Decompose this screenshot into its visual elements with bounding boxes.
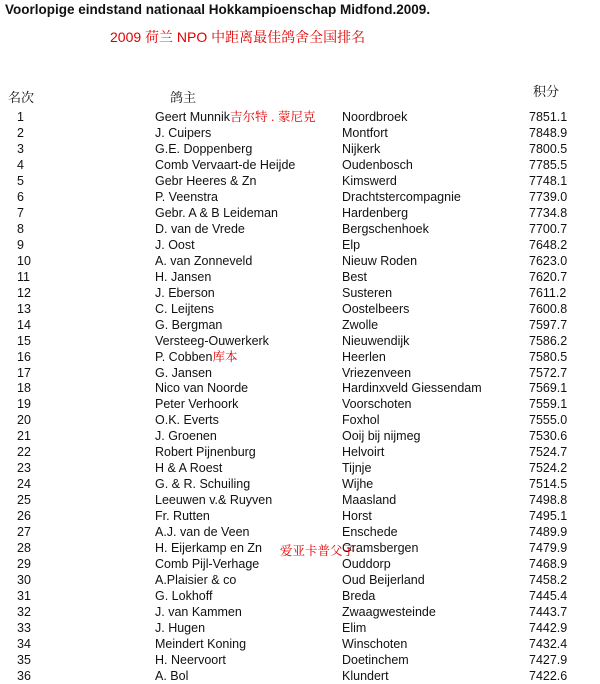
table-row	[0, 317, 600, 333]
rank-cell: 35	[17, 652, 31, 667]
table-row	[0, 524, 600, 540]
points-cell: 7734.8	[529, 205, 568, 220]
owner-name: A. Bol	[155, 668, 189, 683]
rank-cell: 20	[17, 413, 31, 428]
owner-name: H & A Roest	[155, 461, 223, 476]
owner-name: G. Lokhoff	[155, 589, 213, 604]
points-cell: 7611.2	[529, 285, 567, 300]
town-cell: Gramsbergen	[342, 541, 419, 556]
rank-cell: 21	[17, 429, 31, 444]
table-row	[0, 668, 600, 684]
rank-cell: 22	[17, 445, 31, 460]
owner-cell	[155, 428, 217, 444]
rank-cell: 15	[17, 333, 31, 348]
owner-cell	[155, 317, 222, 333]
table-row	[0, 125, 600, 141]
owner-name: Peter Verhoork	[155, 397, 239, 412]
rank-cell: 30	[17, 573, 31, 588]
points-cell: 7648.2	[529, 237, 568, 252]
table-row	[0, 572, 600, 588]
points-cell: 7569.1	[529, 381, 568, 396]
table-row	[0, 349, 600, 365]
owner-name: Robert Pijnenburg	[155, 445, 256, 460]
rank-cell: 16	[17, 349, 31, 364]
points-cell: 7555.0	[529, 413, 568, 428]
rank-cell: 13	[17, 301, 31, 316]
table-row	[0, 380, 600, 396]
owner-cell	[155, 269, 211, 285]
rank-cell: 25	[17, 493, 31, 508]
owner-name: J. Groenen	[155, 429, 217, 444]
owner-name: Comb Vervaart-de Heijde	[155, 157, 296, 172]
points-cell: 7848.9	[529, 125, 568, 140]
owner-cell	[155, 237, 195, 253]
owner-name: J. van Kammen	[155, 605, 242, 620]
owner-cell	[155, 380, 248, 396]
owner-cell	[155, 572, 236, 588]
points-cell: 7495.1	[529, 509, 568, 524]
table-row	[0, 636, 600, 652]
town-cell: Horst	[342, 509, 372, 524]
rank-cell: 3	[17, 141, 24, 156]
town-cell: Helvoirt	[342, 445, 385, 460]
rank-cell: 31	[17, 589, 31, 604]
table-row	[0, 221, 600, 237]
header-owner: 鸽主	[170, 90, 197, 105]
points-cell: 7489.9	[529, 525, 568, 540]
town-cell: Hardenberg	[342, 205, 409, 220]
table-row	[0, 620, 600, 636]
chinese-subtitle: 2009 荷兰 NPO 中距离最佳鸽舍全国排名	[110, 29, 366, 45]
points-cell: 7739.0	[529, 189, 568, 204]
town-cell: Kimswerd	[342, 173, 397, 188]
rank-cell: 26	[17, 509, 31, 524]
table-row	[0, 109, 600, 125]
table-row	[0, 237, 600, 253]
rank-cell: 5	[17, 173, 24, 188]
owner-cell	[155, 524, 250, 540]
rank-cell: 9	[17, 237, 24, 252]
points-cell: 7851.1	[529, 110, 568, 124]
owner-name: G. Bergman	[155, 317, 223, 332]
town-cell: Voorschoten	[342, 397, 412, 412]
town-cell: Montfort	[342, 125, 388, 140]
table-row	[0, 269, 600, 285]
table-row	[0, 396, 600, 412]
owner-name: J. Cuipers	[155, 125, 212, 140]
town-cell: Ooij bij nijmeg	[342, 429, 421, 444]
town-cell: Maasland	[342, 493, 397, 508]
owner-cell	[155, 285, 215, 301]
owner-name: H. Neervoort	[155, 652, 226, 667]
rank-cell: 12	[17, 285, 31, 300]
table-row	[0, 412, 600, 428]
rank-cell: 2	[17, 125, 24, 140]
rank-cell: 24	[17, 477, 31, 492]
owner-name: H. Eijerkamp en Zn	[155, 541, 262, 556]
rank-cell: 8	[17, 221, 24, 236]
owner-cell	[155, 173, 256, 189]
owner-cell	[155, 189, 218, 205]
owner-name: Meindert Koning	[155, 636, 247, 651]
rank-cell: 7	[17, 205, 24, 220]
points-cell: 7600.8	[529, 301, 568, 316]
rank-cell: 1	[17, 110, 24, 124]
rank-cell: 4	[17, 157, 24, 172]
rank-cell: 10	[17, 253, 31, 268]
owner-cell	[155, 205, 278, 221]
table-row	[0, 460, 600, 476]
owner-cell	[155, 556, 259, 572]
owner-name: Geert Munnik	[155, 110, 231, 124]
rank-cell: 27	[17, 525, 31, 540]
owner-cell	[155, 492, 272, 508]
town-cell: Oudenbosch	[342, 157, 413, 172]
town-cell: Breda	[342, 589, 376, 604]
rank-cell: 36	[17, 668, 31, 683]
town-cell: Nijkerk	[342, 141, 381, 156]
owner-chinese-note: 吉尔特 . 蒙尼克	[230, 110, 316, 124]
owner-cell	[155, 460, 222, 476]
owner-name: Versteeg-Ouwerkerk	[155, 333, 269, 348]
owner-cell	[155, 253, 252, 269]
owner-name: G. & R. Schuiling	[155, 477, 251, 492]
town-cell: Klundert	[342, 668, 389, 683]
town-cell: Ouddorp	[342, 557, 391, 572]
town-cell: Oostelbeers	[342, 301, 410, 316]
owner-name: G.E. Doppenberg	[155, 141, 253, 156]
town-cell: Wijhe	[342, 477, 374, 492]
annotation-note: 爱亚卡普父子	[280, 544, 356, 558]
owner-chinese-note: 库本	[212, 349, 238, 364]
owner-cell	[155, 588, 212, 604]
owner-cell	[155, 620, 205, 636]
header-rank: 名次	[8, 90, 35, 105]
town-cell: Winschoten	[342, 636, 408, 651]
town-cell: Zwolle	[342, 317, 379, 332]
rank-cell: 32	[17, 605, 31, 620]
points-cell: 7785.5	[529, 157, 568, 172]
table-row	[0, 301, 600, 317]
owner-name: J. Oost	[155, 237, 195, 252]
table-row	[0, 365, 600, 381]
owner-name: G. Jansen	[155, 365, 212, 380]
owner-name: Gebr. A & B Leideman	[155, 205, 278, 220]
rank-cell: 28	[17, 541, 31, 556]
owner-cell	[155, 125, 211, 141]
owner-cell	[155, 333, 269, 349]
town-cell: Susteren	[342, 285, 393, 300]
owner-name: D. van de Vrede	[155, 221, 245, 236]
table-row	[0, 588, 600, 604]
town-cell: Doetinchem	[342, 652, 409, 667]
town-cell: Elim	[342, 621, 367, 635]
owner-cell	[155, 349, 237, 365]
owner-cell	[155, 109, 315, 125]
owner-name: Fr. Rutten	[155, 509, 210, 524]
points-cell: 7445.4	[529, 589, 568, 604]
rank-cell: 19	[17, 397, 31, 412]
owner-cell	[155, 540, 262, 556]
town-cell: Nieuw Roden	[342, 253, 418, 268]
page-title: Voorlopige eindstand nationaal Hokkampioenschap Midfond.2009.	[5, 2, 431, 17]
points-cell: 7586.2	[529, 333, 568, 348]
table-row	[0, 652, 600, 668]
town-cell: Hardinxveld Giessendam	[342, 381, 482, 396]
points-cell: 7432.4	[529, 636, 568, 651]
owner-cell	[155, 476, 250, 492]
owner-name: C. Leijtens	[155, 301, 215, 316]
town-cell: Noordbroek	[342, 110, 408, 124]
table-row	[0, 492, 600, 508]
rank-cell: 18	[17, 381, 31, 396]
owner-cell	[155, 508, 210, 524]
points-cell: 7468.9	[529, 557, 568, 572]
table-row	[0, 476, 600, 492]
owner-name: A.J. van de Veen	[155, 525, 250, 540]
table-row	[0, 205, 600, 221]
points-cell: 7427.9	[529, 652, 568, 667]
owner-name: J. Hugen	[155, 621, 206, 635]
rank-cell: 23	[17, 461, 31, 476]
owner-name: Gebr Heeres & Zn	[155, 173, 257, 188]
owner-cell	[155, 141, 252, 157]
points-cell: 7700.7	[529, 221, 568, 236]
town-cell: Heerlen	[342, 349, 386, 364]
owner-cell	[155, 604, 242, 620]
owner-name: O.K. Everts	[155, 413, 219, 428]
points-cell: 7442.9	[529, 621, 568, 635]
table-row	[0, 253, 600, 269]
points-cell: 7498.8	[529, 493, 568, 508]
town-cell: Enschede	[342, 525, 398, 540]
owner-cell	[155, 157, 295, 173]
town-cell: Nieuwendijk	[342, 333, 410, 348]
town-cell: Foxhol	[342, 413, 380, 428]
table-row	[0, 604, 600, 620]
owner-cell	[155, 221, 245, 237]
points-cell: 7597.7	[529, 317, 568, 332]
points-cell: 7524.2	[529, 461, 568, 476]
rank-cell: 34	[17, 636, 31, 651]
owner-name: H. Jansen	[155, 269, 212, 284]
rank-cell: 33	[17, 621, 31, 635]
table-row	[0, 285, 600, 301]
town-cell: Bergschenhoek	[342, 221, 429, 236]
points-cell: 7572.7	[529, 365, 568, 380]
points-cell: 7479.9	[529, 541, 568, 556]
owner-cell	[155, 396, 238, 412]
ranking-table	[0, 109, 600, 684]
points-cell: 7458.2	[529, 573, 568, 588]
points-cell: 7514.5	[529, 477, 568, 492]
points-cell: 7748.1	[529, 173, 568, 188]
rank-cell: 14	[17, 317, 31, 332]
table-row	[0, 157, 600, 173]
points-cell: 7443.7	[529, 605, 568, 620]
table-row	[0, 508, 600, 524]
owner-cell	[155, 444, 256, 460]
rank-cell: 29	[17, 557, 31, 572]
rank-cell: 17	[17, 365, 31, 380]
owner-name: A.Plaisier & co	[155, 573, 237, 588]
rank-cell: 6	[17, 189, 24, 204]
owner-cell	[155, 365, 212, 381]
town-cell: Drachtstercompagnie	[342, 189, 461, 204]
owner-name: Comb Pijl-Verhage	[155, 557, 260, 572]
owner-name: J. Eberson	[155, 285, 215, 300]
table-row	[0, 428, 600, 444]
points-cell: 7623.0	[529, 253, 568, 268]
header-points: 积分	[533, 84, 560, 99]
town-cell: Vriezenveen	[342, 365, 412, 380]
owner-name: Leeuwen v.& Ruyven	[155, 493, 273, 508]
owner-cell	[155, 636, 246, 652]
table-row	[0, 444, 600, 460]
owner-name: P. Cobben	[155, 349, 213, 364]
town-cell: Zwaagwesteinde	[342, 605, 436, 620]
points-cell: 7524.7	[529, 445, 568, 460]
points-cell: 7800.5	[529, 141, 568, 156]
table-row	[0, 173, 600, 189]
points-cell: 7559.1	[529, 397, 568, 412]
points-cell: 7580.5	[529, 349, 568, 364]
points-cell: 7620.7	[529, 269, 568, 284]
points-cell: 7422.6	[529, 668, 568, 683]
points-cell: 7530.6	[529, 429, 568, 444]
table-row	[0, 141, 600, 157]
table-row	[0, 189, 600, 205]
rank-cell: 11	[17, 269, 30, 284]
owner-name: A. van Zonneveld	[155, 253, 253, 268]
owner-cell	[155, 652, 226, 668]
owner-cell	[155, 412, 219, 428]
town-cell: Oud Beijerland	[342, 573, 425, 588]
town-cell: Tijnje	[342, 461, 372, 476]
owner-cell	[155, 668, 188, 684]
owner-cell	[155, 301, 214, 317]
owner-name: P. Veenstra	[155, 189, 219, 204]
town-cell: Best	[342, 269, 368, 284]
table-row	[0, 333, 600, 349]
owner-name: Nico van Noorde	[155, 381, 249, 396]
town-cell: Elp	[342, 237, 361, 252]
